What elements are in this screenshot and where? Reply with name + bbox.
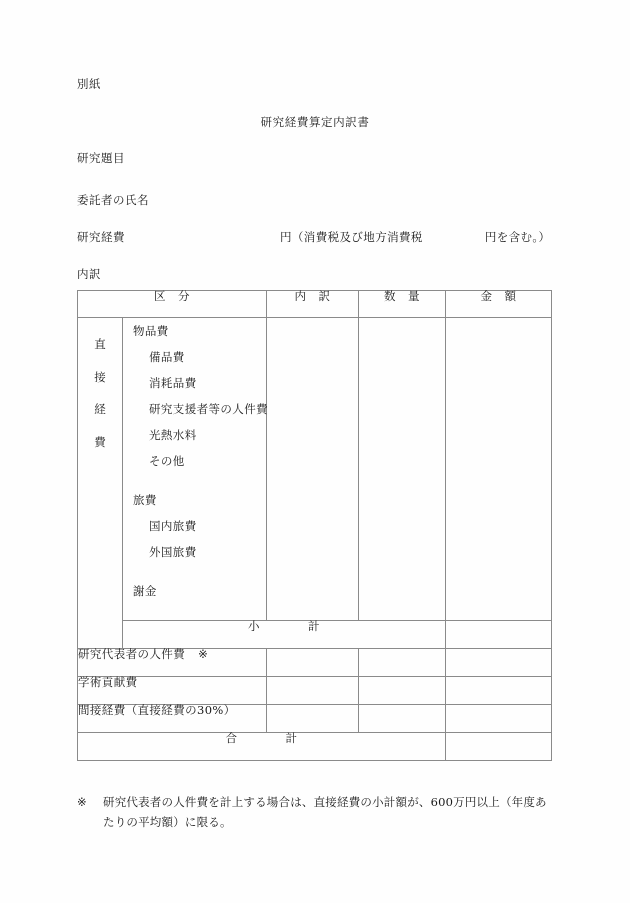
table-row: [78, 649, 552, 677]
list-item: 消耗品費: [149, 376, 197, 390]
total-amount-input-cell[interactable]: [446, 733, 552, 761]
table-row: [78, 705, 552, 733]
table-row: [78, 677, 552, 705]
research-expense-label: 研究経費: [77, 230, 125, 244]
column-header-quantity: 数 量: [359, 291, 446, 318]
reference-mark-icon: ※: [198, 647, 209, 661]
row-label-academic-contribution: 学術貢献費: [78, 677, 267, 705]
direct-cost-chars: [78, 339, 122, 448]
subtotal-row: [78, 621, 552, 649]
items-amount-input-cell[interactable]: [446, 318, 552, 621]
row-quantity-input-cell[interactable]: [359, 677, 446, 705]
row-amount-input-cell[interactable]: [446, 677, 552, 705]
list-item: 物品費: [133, 324, 169, 338]
list-item-spacer: [123, 565, 266, 578]
list-item-spacer: [123, 474, 266, 487]
attachment-label: 別紙: [77, 77, 101, 91]
research-theme-label: 研究題目: [77, 151, 125, 165]
list-item: 光熱水料: [149, 428, 197, 442]
row-amount-input-cell[interactable]: [446, 649, 552, 677]
total-label: 合 計: [78, 733, 446, 761]
direct-cost-vertical-label: [78, 318, 123, 649]
direct-cost-row: [78, 318, 552, 621]
row-label-principal-investigator-personnel: [78, 649, 267, 677]
subtotal-label: 小 計: [123, 621, 446, 649]
research-expense-tax-note: [280, 232, 550, 244]
table-header-row: [78, 291, 552, 318]
column-header-breakdown: 内 訳: [267, 291, 359, 318]
direct-cost-char-3: 費: [94, 434, 106, 449]
list-item: 備品費: [149, 350, 185, 364]
row-quantity-input-cell[interactable]: [359, 649, 446, 677]
tax-note-part2: 円を含む。）: [484, 230, 551, 244]
row-breakdown-input-cell[interactable]: [267, 649, 359, 677]
list-item: 外国旅費: [149, 545, 197, 559]
items-breakdown-input-cell[interactable]: [267, 318, 359, 621]
row-breakdown-input-cell[interactable]: [267, 705, 359, 733]
footnote-mark-icon: ※: [77, 795, 87, 809]
items-quantity-input-cell[interactable]: [359, 318, 446, 621]
subtotal-amount-input-cell[interactable]: [446, 621, 552, 649]
list-item: 国内旅費: [149, 519, 197, 533]
list-item: 研究支援者等の人件費: [149, 402, 268, 416]
document-title: 研究経費算定内訳書: [260, 115, 370, 129]
direct-cost-char-0: 直: [94, 337, 106, 351]
expense-breakdown-table: [77, 290, 552, 761]
client-name-label: 委託者の氏名: [77, 193, 149, 207]
list-item: その他: [149, 454, 185, 468]
row-breakdown-input-cell[interactable]: [267, 677, 359, 705]
row-label-text: 研究代表者の人件費: [78, 647, 186, 661]
total-row: [78, 733, 552, 761]
list-item: 謝金: [133, 584, 157, 598]
column-header-category: 区 分: [78, 291, 267, 318]
footnote-text: 研究代表者の人件費を計上する場合は、直接経費の小計額が、600万円以上（年度あたりの平均額）に限る。: [103, 795, 547, 829]
row-label-indirect-cost: 間接経費（直接経費の30%）: [78, 705, 267, 733]
column-header-amount: 金 額: [446, 291, 552, 318]
tax-note-part1: 円（消費税及び地方消費税: [280, 230, 423, 244]
list-item: 旅費: [133, 493, 157, 507]
expense-items-cell: [123, 318, 267, 621]
footnote: [77, 792, 557, 832]
direct-cost-char-2: 経: [94, 402, 106, 416]
row-amount-input-cell[interactable]: [446, 705, 552, 733]
breakdown-label: 内訳: [77, 267, 101, 281]
direct-cost-char-1: 接: [94, 369, 106, 384]
row-quantity-input-cell[interactable]: [359, 705, 446, 733]
